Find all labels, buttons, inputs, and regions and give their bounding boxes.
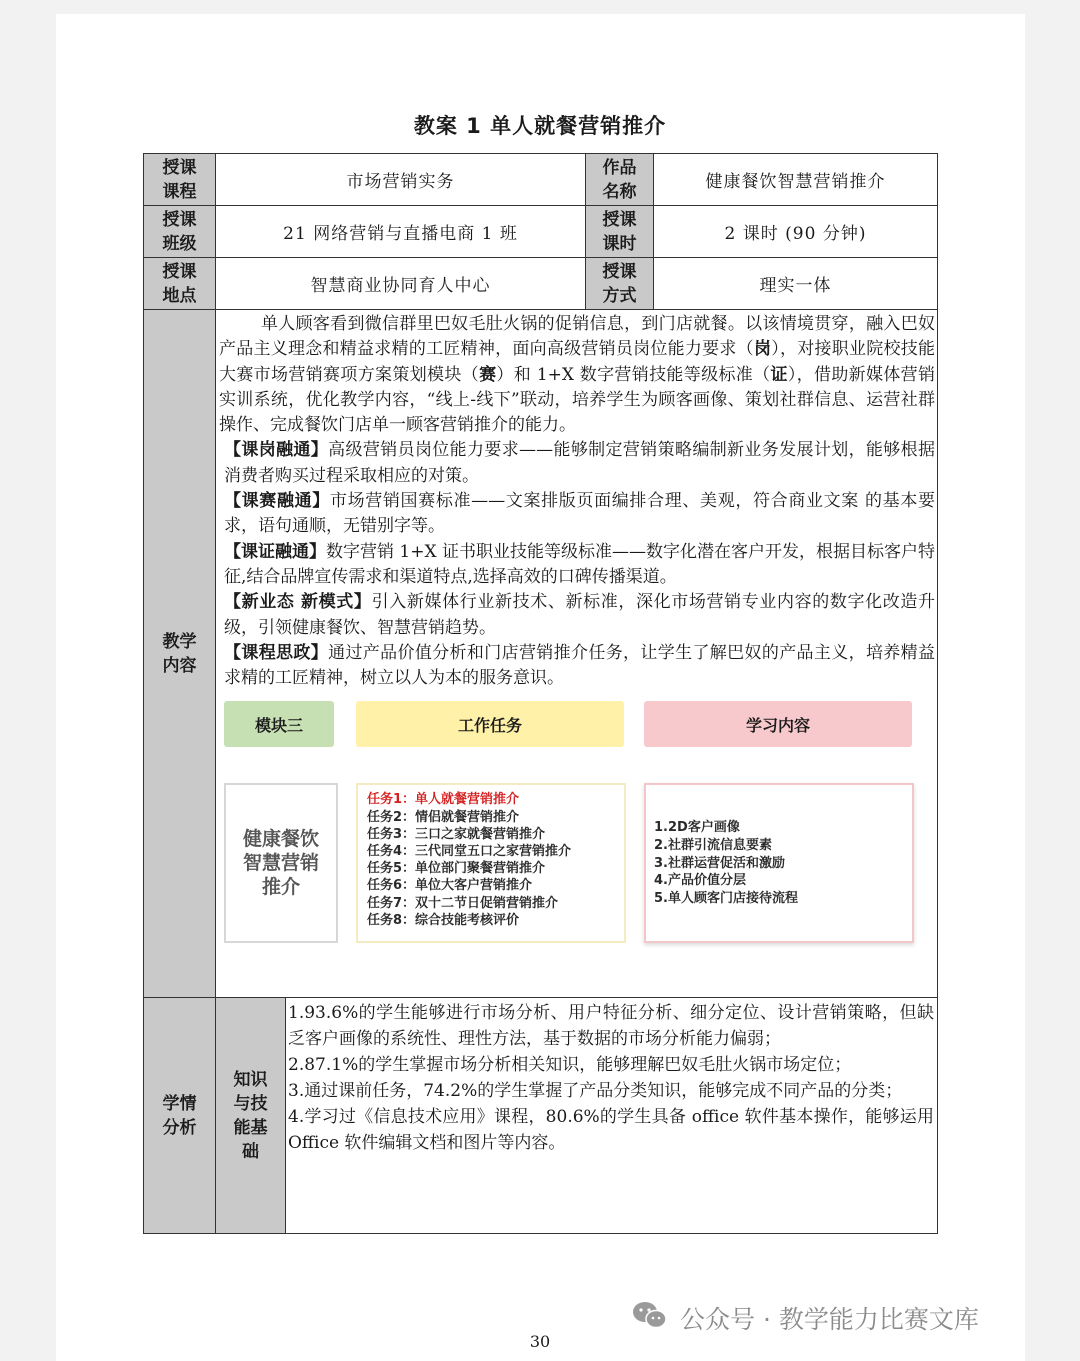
- learning-box: [644, 783, 914, 943]
- mode-label: 授课 方式: [586, 258, 654, 310]
- integration-item: 【新业态 新模式】引入新媒体行业新技术、新标准，深化市场营销专业内容的数字化改造升级，引领健康餐饮、智慧营销趋势。: [224, 592, 935, 638]
- list-item: 任务7：双十二节日促销营销推介: [367, 895, 559, 911]
- learning-header: 学习内容: [644, 701, 912, 747]
- hours-label: 授课 课时: [586, 206, 654, 258]
- course-value: 市场营销实务: [216, 154, 586, 206]
- page-number: 30: [529, 1332, 551, 1351]
- integration-item: 【课岗融通】高级营销员岗位能力要求——能够制定营销策略编制新业务发展计划，能够根据消费者购买过程采取相应的对策。: [224, 440, 936, 486]
- learning-list: [646, 785, 912, 907]
- integration-item: 【课程思政】通过产品价值分析和门店营销推介任务，让学生了解巴奴的产品主义，培养精益求精的工匠精神，树立以人为本的服务意识。: [224, 642, 936, 689]
- list-item: 任务2：情侣就餐营销推介: [367, 809, 520, 825]
- course-label: 授课 课程: [144, 154, 216, 206]
- table-row: [144, 998, 938, 1234]
- place-value: 智慧商业协同育人中心: [216, 258, 586, 310]
- module-name-box: [224, 783, 338, 943]
- tasks-header: 工作任务: [356, 701, 624, 747]
- list-item: 任务5：单位部门聚餐营销推介: [367, 861, 546, 877]
- table-row: [144, 310, 938, 998]
- list-item: 1.2D客户画像: [654, 820, 740, 836]
- hours-value: 2 课时 (90 分钟): [654, 206, 938, 258]
- mode-value: 理实一体: [654, 258, 938, 310]
- content-label: 教学 内容: [144, 310, 216, 998]
- list-item: 2.社群引流信息要素: [654, 838, 772, 854]
- work-label: 作品 名称: [586, 154, 654, 206]
- list-item: 4.产品价值分层: [654, 873, 746, 889]
- list-item: 任务1：单人就餐营销推介: [367, 792, 520, 808]
- table-row: [144, 206, 938, 258]
- list-item: 3.通过课前任务，74.2%的学生掌握了产品分类知识，能够完成不同产品的分类；: [288, 1081, 903, 1101]
- module-name: 健康餐饮智慧营销推介: [242, 828, 319, 899]
- work-value: 健康餐饮智慧营销推介: [654, 154, 938, 206]
- list-item: 任务8：综合技能考核评价: [367, 912, 520, 928]
- list-item: 4.学习过《信息技术应用》课程，80.6%的学生具备 office 软件基本操作，能够运用 Office 软件编辑文档和图片等内容。: [288, 1107, 934, 1153]
- wechat-icon: [632, 1300, 668, 1336]
- lesson-plan-table: [143, 153, 938, 1234]
- list-item: 1.93.6%的学生能够进行市场分析、用户特征分析、细分定位、设计营销策略，但缺乏客户画像的系统性、理性方法，基于数据的市场分析能力偏弱；: [288, 1003, 934, 1049]
- list-item: 任务3：三口之家就餐营销推介: [367, 826, 546, 842]
- table-row: [144, 154, 938, 206]
- table-row: [144, 258, 938, 310]
- class-label: 授课 班级: [144, 206, 216, 258]
- intro-paragraph: 单人顾客看到微信群里巴奴毛肚火锅的促销信息，到门店就餐。以该情境贯穿，融入巴奴产品主义理念和精益求精的工匠精神，面向高级营销员岗位能力要求（岗），对接职业院校技能大赛市场营销赛项方案策划模块（赛）和 1+X 数字营销技能等级标准（证），借助新媒体营销实训系统，优化教学内容，“线上-线下”联动，培养学生为顾客画像、策划社群信息、运营社群操作、完成餐饮门店单一顾客营销推介的能力。: [219, 314, 936, 436]
- teaching-content-cell: [216, 310, 938, 998]
- knowledge-skill-label: 知识 与技 能基 础: [216, 998, 286, 1234]
- teaching-content: [216, 310, 937, 691]
- list-item: 5.单人顾客门店接待流程: [654, 890, 798, 906]
- page-title: 教案 1 单人就餐营销推介: [413, 114, 667, 138]
- place-label: 授课 地点: [144, 258, 216, 310]
- list-item: 任务4：三代同堂五口之家营销推介: [367, 844, 572, 860]
- module-figure: [216, 691, 937, 956]
- integration-item: 【课证融通】数字营销 1+X 证书职业技能等级标准——数字化潜在客户开发，根据目标客户特征,结合品牌宣传需求和渠道特点,选择高效的口碑传播渠道。: [224, 541, 936, 587]
- watermark-text: 公众号 · 教学能力比赛文库: [680, 1305, 979, 1334]
- list-item: 2.87.1%的学生掌握市场分析相关知识，能够理解巴奴毛肚火锅市场定位；: [288, 1055, 852, 1075]
- task-box: [356, 783, 626, 943]
- analysis-label: 学情 分析: [144, 998, 216, 1234]
- class-value: 21 网络营销与直播电商 1 班: [216, 206, 586, 258]
- analysis-points: [286, 998, 937, 1156]
- list-item: 3.社群运营促活和激励: [654, 855, 785, 871]
- analysis-cell: [286, 998, 938, 1234]
- integration-item: 【课赛融通】市场营销国赛标准——文案排版页面编排合理、美观，符合商业文案 的基本要求，语句通顺，无错别字等。: [224, 491, 935, 537]
- list-item: 任务6：单位大客户营销推介: [367, 878, 533, 894]
- task-list: [358, 785, 624, 929]
- watermark: [632, 1300, 979, 1336]
- module-header: 模块三: [224, 701, 334, 747]
